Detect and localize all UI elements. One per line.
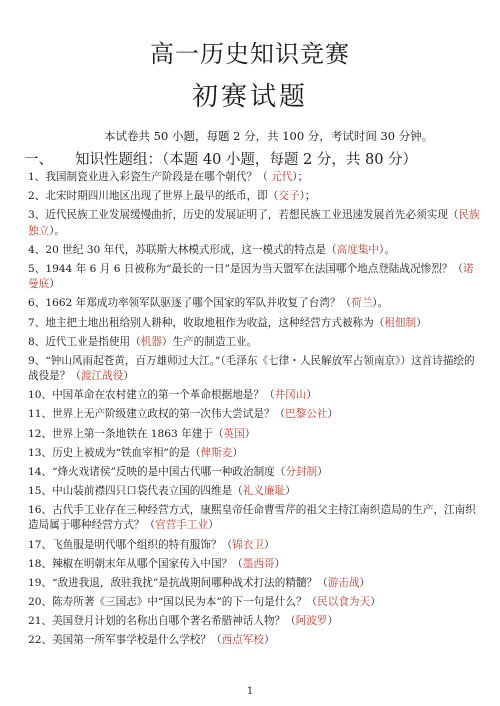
document-title: 高一历史知识竞赛 <box>150 40 350 68</box>
answer-text: 机器 <box>140 335 162 348</box>
question-item <box>28 208 480 239</box>
answer-text: 官营手工业 <box>155 519 209 532</box>
question-text: 3、近代民族工业发展缓慢曲折，历史的发展证明了，若想民族工业迅速发展首先必须实现（ <box>28 209 459 222</box>
question-suffix: ） <box>370 595 381 608</box>
answer-text: 墨西哥 <box>242 557 275 570</box>
question-item <box>28 316 480 332</box>
question-suffix: ） <box>306 389 317 402</box>
question-text: 12、世界上第一条地铁在 1863 年建于（ <box>28 427 224 440</box>
question-item <box>28 465 480 481</box>
exam-instructions: 本试卷共 50 小题，每题 2 分，共 100 分，考试时间 30 分钟。 <box>104 129 434 143</box>
question-item <box>28 595 480 611</box>
answer-text: 高度集中 <box>336 243 380 256</box>
question-item <box>28 446 480 462</box>
question-text: 15、中山装前襟四只口袋代表立国的四维是（ <box>28 484 243 497</box>
question-item <box>28 576 480 592</box>
answer-text: 渡江战役 <box>80 370 124 383</box>
answer-text: 阿波罗 <box>295 614 328 627</box>
answer-text: 荷兰 <box>351 297 373 310</box>
question-suffix: ） <box>232 446 243 459</box>
question-suffix: ）； <box>292 171 309 183</box>
answer-text: 英国 <box>223 427 245 440</box>
question-item <box>28 335 480 351</box>
question-text: 6、1662 年郑成功率领军队驱逐了哪个国家的军队并收复了台湾？（ <box>28 297 352 310</box>
question-suffix: ） <box>327 614 339 627</box>
answer-text: 民以食为天 <box>317 595 371 608</box>
question-item <box>28 557 480 573</box>
question-item <box>28 484 480 500</box>
question-item <box>28 538 480 554</box>
question-item <box>28 427 480 443</box>
question-suffix: ） <box>123 370 134 383</box>
answer-text: 礼义廉耻 <box>242 484 286 497</box>
question-text: 8、近代工业是指使用（ <box>28 335 141 348</box>
question-item <box>28 633 480 649</box>
question-text: 11、世界上无产阶级建立政权的第一次伟大尝试是？（ <box>28 408 286 421</box>
section-number: 一、 <box>24 152 53 168</box>
question-text: 21、美国登月计划的名称出自哪个著名希腊神话人物？（ <box>28 614 296 627</box>
answer-text: 交子 <box>278 190 300 203</box>
answer-text: 民族独立 <box>28 209 480 237</box>
question-suffix: ） <box>208 519 219 532</box>
question-suffix: ） <box>244 427 256 440</box>
question-text: 17、飞鱼服是明代哪个组织的特有服饰？（ <box>28 538 233 551</box>
document-subtitle: 初赛试题 <box>191 82 308 112</box>
question-suffix: ）。 <box>372 297 389 310</box>
answer-text: 租佃制 <box>384 316 417 329</box>
question-list <box>28 170 480 652</box>
question-suffix: ） <box>359 576 371 589</box>
question-text: 18、辣椒在明朝末年从哪个国家传入中国？（ <box>28 557 243 570</box>
question-text: 5、1944 年 6 月 6 日被称为“最长的一日”是因为当天盟军在法国哪个地点登陆战况惨烈？（ <box>28 262 464 275</box>
question-text: 20、陈寿所著《三国志》中“国以民为本”的下一句是什么？（ <box>28 595 318 608</box>
question-suffix: ） <box>327 408 339 421</box>
question-text: 4、20 世纪 30 年代，苏联斯大林模式形成，这一模式的特点是（ <box>28 243 337 256</box>
question-item <box>28 296 480 312</box>
question-item <box>28 614 480 630</box>
question-text: 2、北宋时期四川地区出现了世界上最早的纸币，即（ <box>28 190 279 203</box>
question-text: 13、历史上被成为“铁血宰相”的是（ <box>28 446 201 459</box>
question-suffix: ） <box>274 557 286 570</box>
question-suffix: ） <box>263 538 275 551</box>
question-suffix: ） <box>317 465 328 478</box>
question-item <box>28 354 480 385</box>
question-suffix: ）。 <box>379 243 395 256</box>
question-text: 16、古代手工业存在三种经营方式，康熙皇帝任命曹雪芹的祖父主持江南织造局的生产，江南织造局属于哪种经营方式？（ <box>28 503 476 532</box>
question-item <box>28 262 480 293</box>
answer-text: 分封制 <box>285 465 318 478</box>
question-item <box>28 189 480 205</box>
question-text: 1、我国制瓷业进入彩瓷生产阶段是在哪个朝代？（ <box>28 171 268 183</box>
answer-text: 元代 <box>267 171 293 183</box>
question-text: 14、“烽火戏诸侯”反映的是中国古代哪一种政治制度（ <box>28 465 286 478</box>
answer-text: 巴黎公社 <box>285 408 328 421</box>
question-item <box>28 243 480 259</box>
question-text: 10、中国革命在农村建立的第一个革命根据地是？（ <box>28 389 275 402</box>
answer-text: 西点军校 <box>221 633 264 646</box>
answer-text: 锦衣卫 <box>232 538 264 551</box>
answer-text: 游击战 <box>327 576 360 589</box>
question-item <box>28 503 480 534</box>
question-suffix: ）。 <box>49 224 66 237</box>
question-text: 9、“钟山风雨起苍黄，百万雄师过大江。”（毛泽东《七律・人民解放军占领南京》）这首诗描绘的战役是？（ <box>28 354 475 383</box>
answer-text: 诺曼底 <box>28 262 474 291</box>
page-number: 1 <box>246 686 254 697</box>
question-suffix: ） <box>285 484 296 497</box>
question-text: 19、“敌进我退，敌驻我扰”是抗战期间哪种战术打法的精髓？（ <box>28 576 328 589</box>
answer-text: 井冈山 <box>274 389 307 402</box>
question-suffix: ） <box>49 278 60 291</box>
answer-text: 俾斯麦 <box>200 446 233 459</box>
question-text: 7、地主把土地出租给别人耕种，收取地租作为收益，这种经营方式被称为（ <box>28 316 385 329</box>
question-suffix: ） <box>416 316 427 329</box>
question-item <box>28 388 480 404</box>
question-suffix: ）生产的制造工业。 <box>161 335 258 348</box>
section-title: 知识性题组：（本题 40 小题，每题 2 分，共 80 分） <box>75 152 418 168</box>
question-suffix: ） <box>263 633 275 646</box>
question-item <box>28 170 480 186</box>
question-suffix: ）； <box>299 190 316 203</box>
question-text: 22、美国第一所军事学校是什么学校？（ <box>28 633 222 646</box>
section-heading <box>24 148 417 169</box>
question-item <box>28 407 480 423</box>
